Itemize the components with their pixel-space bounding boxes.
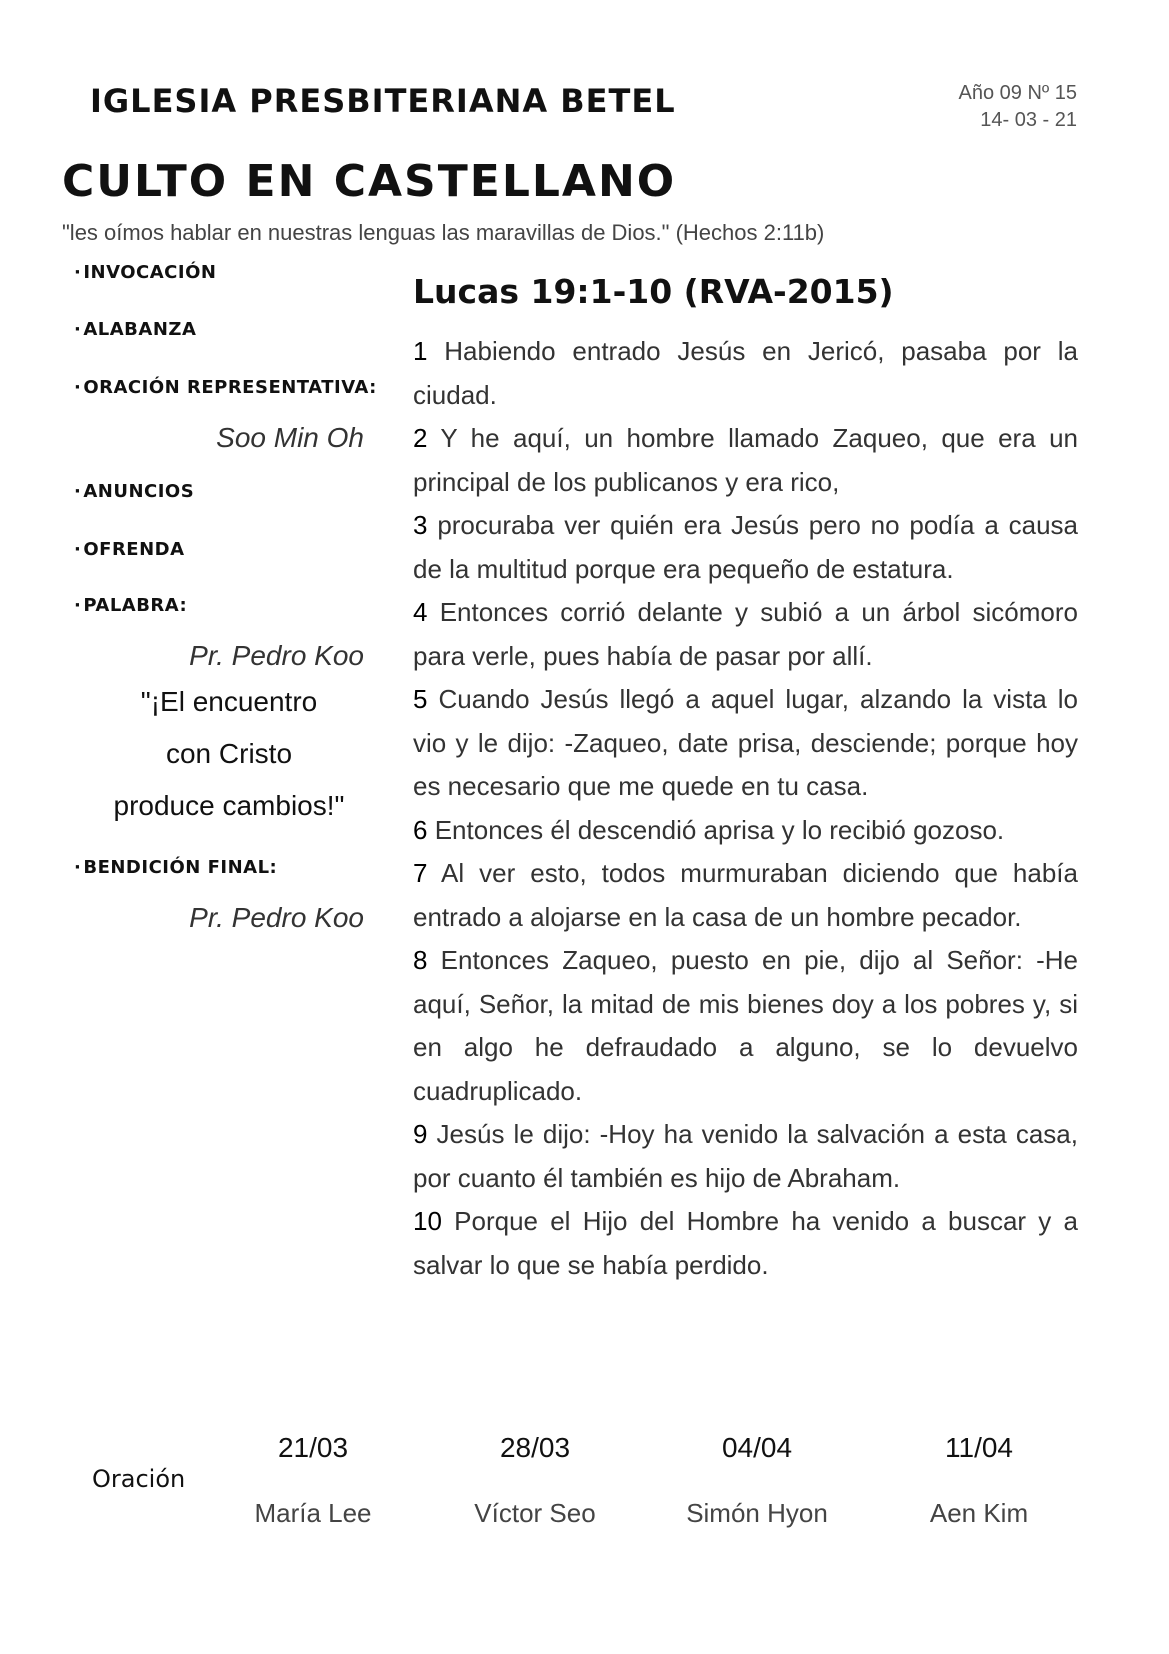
verse-number: 6 [413, 814, 428, 845]
order-item-palabra: · PALABRA: [74, 595, 188, 616]
verse [413, 1119, 1078, 1193]
order-item-label: ANUNCIOS [83, 481, 195, 502]
prayer-person: Víctor Seo [474, 1498, 596, 1528]
verse-text: Entonces él descendió aprisa y lo recibió gozoso. [434, 814, 1005, 845]
verse-text: Entonces corrió delante y subió a un árbol sicómoro para verle, pues había de pasar por allí. [413, 597, 1078, 671]
order-item-label: INVOCACIÓN [83, 262, 217, 283]
order-item-alabanza: · ALABANZA [74, 319, 197, 340]
verse [413, 597, 1078, 671]
sermon-title-line: con Cristo [165, 738, 293, 769]
verse-number: 7 [413, 858, 428, 888]
issue-date: 14- 03 - 21 [980, 109, 1077, 131]
prayer-person: Aen Kim [929, 1498, 1029, 1528]
verse [413, 1206, 1078, 1280]
verse [413, 858, 1078, 932]
order-item-oracion: · ORACIÓN REPRESENTATIVA: [74, 377, 377, 398]
prayer-date: 28/03 [499, 1432, 571, 1463]
service-title: CULTO EN CASTELLANO [62, 156, 677, 207]
church-name: IGLESIA PRESBITERIANA BETEL [90, 82, 676, 120]
verse-number: 1 [413, 336, 428, 366]
verse [413, 336, 1078, 410]
passage-text [413, 330, 1078, 1287]
sermon-title [74, 676, 384, 832]
verse-text: Al ver esto, todos murmuraban diciendo que había entrado a alojarse en la casa de un hombre pecador. [413, 858, 1078, 932]
verse-number: 2 [413, 423, 428, 453]
verse-text: procuraba ver quién era Jesús pero no podía a causa de la multitud porque era pequeño de estatura. [413, 510, 1078, 584]
sermon-title-line: "¡El encuentro [140, 686, 318, 717]
verse [413, 510, 1078, 584]
order-item-label: OFRENDA [83, 539, 185, 560]
issue-info [959, 80, 1078, 134]
verse-text: Porque el Hijo del Hombre ha venido a buscar y a salvar lo que se había perdido. [413, 1206, 1078, 1280]
verse-text: Cuando Jesús llegó a aquel lugar, alzando la vista lo vio y le dijo: -Zaqueo, date prisa, desciende; porque hoy es necesario que me quede en tu casa. [413, 684, 1078, 801]
verse-number: 8 [413, 945, 428, 975]
prayer-schedule-label: Oración [92, 1465, 186, 1493]
verse-text: Habiendo entrado Jesús en Jericó, pasaba por la ciudad. [413, 336, 1078, 410]
issue-number: Año 09 Nº 15 [958, 82, 1077, 104]
bendicion-person: Pr. Pedro Koo [189, 902, 364, 933]
verse-text: Entonces Zaqueo, puesto en pie, dijo al Señor: -He aquí, Señor, la mitad de mis bienes doy a los pobres y, si en algo he defraudado a alguno, se lo devuelvo cuadruplicado. [413, 945, 1078, 1106]
order-item-label: ORACIÓN REPRESENTATIVA: [83, 377, 377, 398]
order-item-label: ALABANZA [83, 319, 197, 340]
verse-text: Jesús le dijo: -Hoy ha venido la salvación a esta casa, por cuanto él también es hijo de Abraham. [413, 1119, 1078, 1193]
verse [413, 684, 1078, 801]
prayer-date: 04/04 [721, 1432, 793, 1463]
motto-verse: "les oímos hablar en nuestras lenguas las maravillas de Dios." (Hechos 2:11b) [62, 220, 825, 245]
verse-number: 5 [413, 684, 428, 714]
verse-number: 10 [413, 1206, 442, 1236]
order-item-label: PALABRA: [83, 595, 188, 616]
prayer-person: María Lee [254, 1498, 372, 1528]
palabra-person: Pr. Pedro Koo [189, 640, 364, 671]
verse [413, 815, 1004, 845]
prayer-date: 21/03 [277, 1432, 349, 1463]
passage-title: Lucas 19:1-10 (RVA-2015) [413, 272, 894, 311]
order-item-label: BENDICIÓN FINAL: [83, 857, 278, 878]
verse [413, 423, 1078, 497]
sermon-title-line: produce cambios!" [113, 790, 345, 821]
verse-number: 4 [413, 597, 428, 627]
order-item-ofrenda: · OFRENDA [74, 539, 185, 560]
prayer-date: 11/04 [945, 1432, 1013, 1463]
verse-number: 9 [413, 1119, 428, 1149]
order-item-bendicion: · BENDICIÓN FINAL: [74, 857, 278, 878]
verse-text: Y he aquí, un hombre llamado Zaqueo, que era un principal de los publicanos y era rico, [413, 423, 1078, 497]
verse-number: 3 [413, 510, 428, 540]
prayer-person: Simón Hyon [686, 1498, 828, 1528]
order-item-invocacion: · INVOCACIÓN [74, 262, 217, 283]
order-item-anuncios: · ANUNCIOS [74, 481, 195, 502]
oracion-person: Soo Min Oh [216, 422, 364, 453]
verse [413, 945, 1078, 1106]
